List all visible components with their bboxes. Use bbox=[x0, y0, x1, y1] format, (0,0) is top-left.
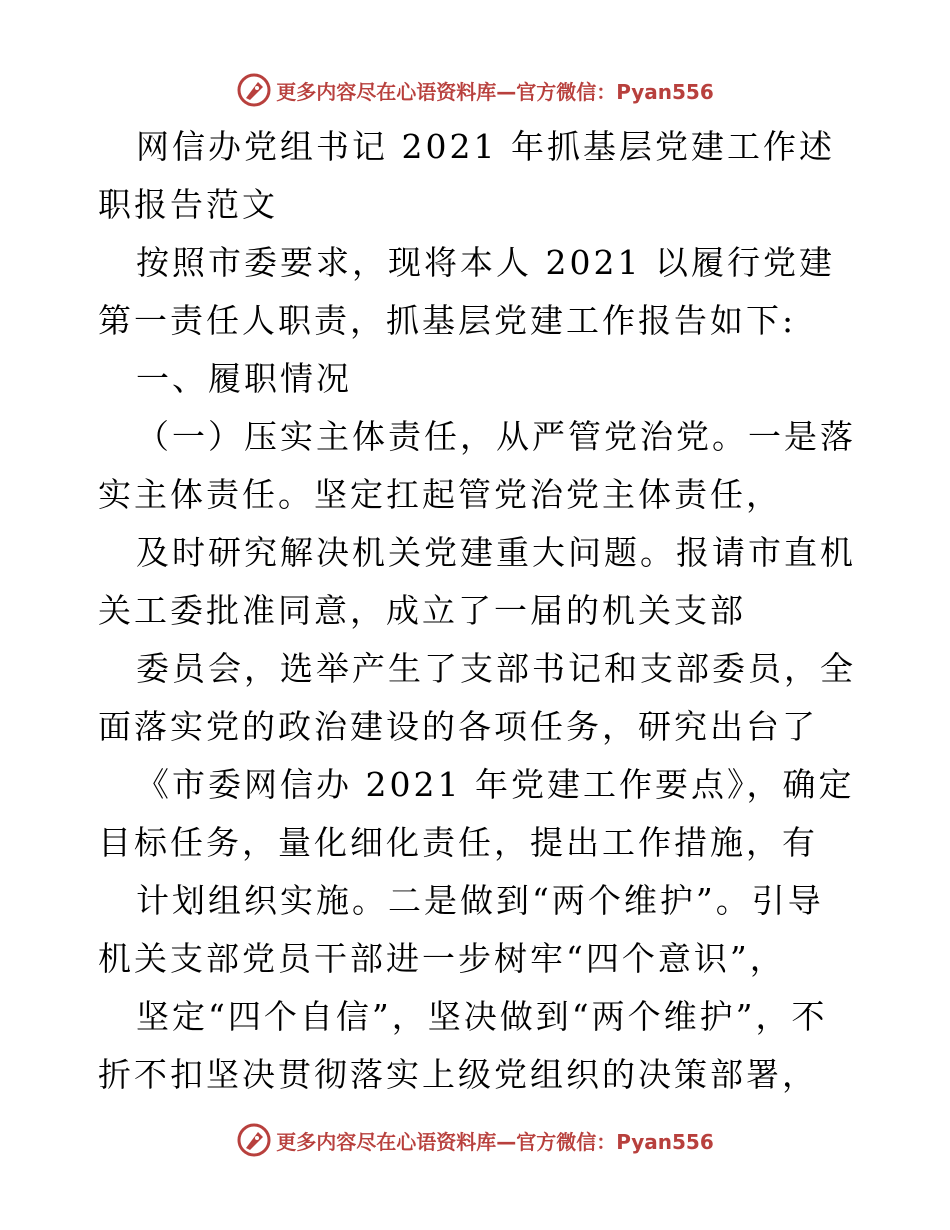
footer-banner bbox=[0, 1120, 950, 1160]
paragraph: 计划组织实施。二是做到“两个维护”。引导机关支部党员干部进一步树牢“四个意识”， bbox=[98, 881, 824, 978]
header-banner-text: 更多内容尽在心语资料库—官方微信：Pyan556 bbox=[276, 79, 714, 104]
document-body bbox=[98, 118, 858, 1104]
paragraph: 坚定“四个自信”，坚决做到“两个维护”，不折不扣坚决贯彻落实上级党组织的决策部署， bbox=[98, 997, 828, 1094]
pen-nib-logo-icon bbox=[236, 1122, 272, 1158]
paragraph: 《市委网信办 2021 年党建工作要点》，确定目标任务，量化细化责任，提出工作措施，有 bbox=[98, 765, 855, 862]
paragraph: 委员会，选举产生了支部书记和支部委员，全面落实党的政治建设的各项任务，研究出台了 bbox=[98, 649, 856, 746]
pen-nib-logo-icon bbox=[236, 72, 272, 108]
footer-banner-text: 更多内容尽在心语资料库—官方微信：Pyan556 bbox=[276, 1129, 714, 1154]
header-banner bbox=[0, 70, 950, 110]
paragraph: （一）压实主体责任，从严管党治党。一是落实主体责任。坚定扛起管党治党主体责任， bbox=[98, 417, 856, 514]
section-heading: 一、履职情况 bbox=[136, 359, 352, 398]
paragraph: 及时研究解决机关党建重大问题。报请市直机关工委批准同意，成立了一届的机关支部 bbox=[98, 533, 856, 630]
document-title: 网信办党组书记 2021 年抓基层党建工作述职报告范文 bbox=[98, 127, 835, 224]
paragraph: 按照市委要求，现将本人 2021 以履行党建第一责任人职责，抓基层党建工作报告如下: bbox=[98, 243, 835, 340]
